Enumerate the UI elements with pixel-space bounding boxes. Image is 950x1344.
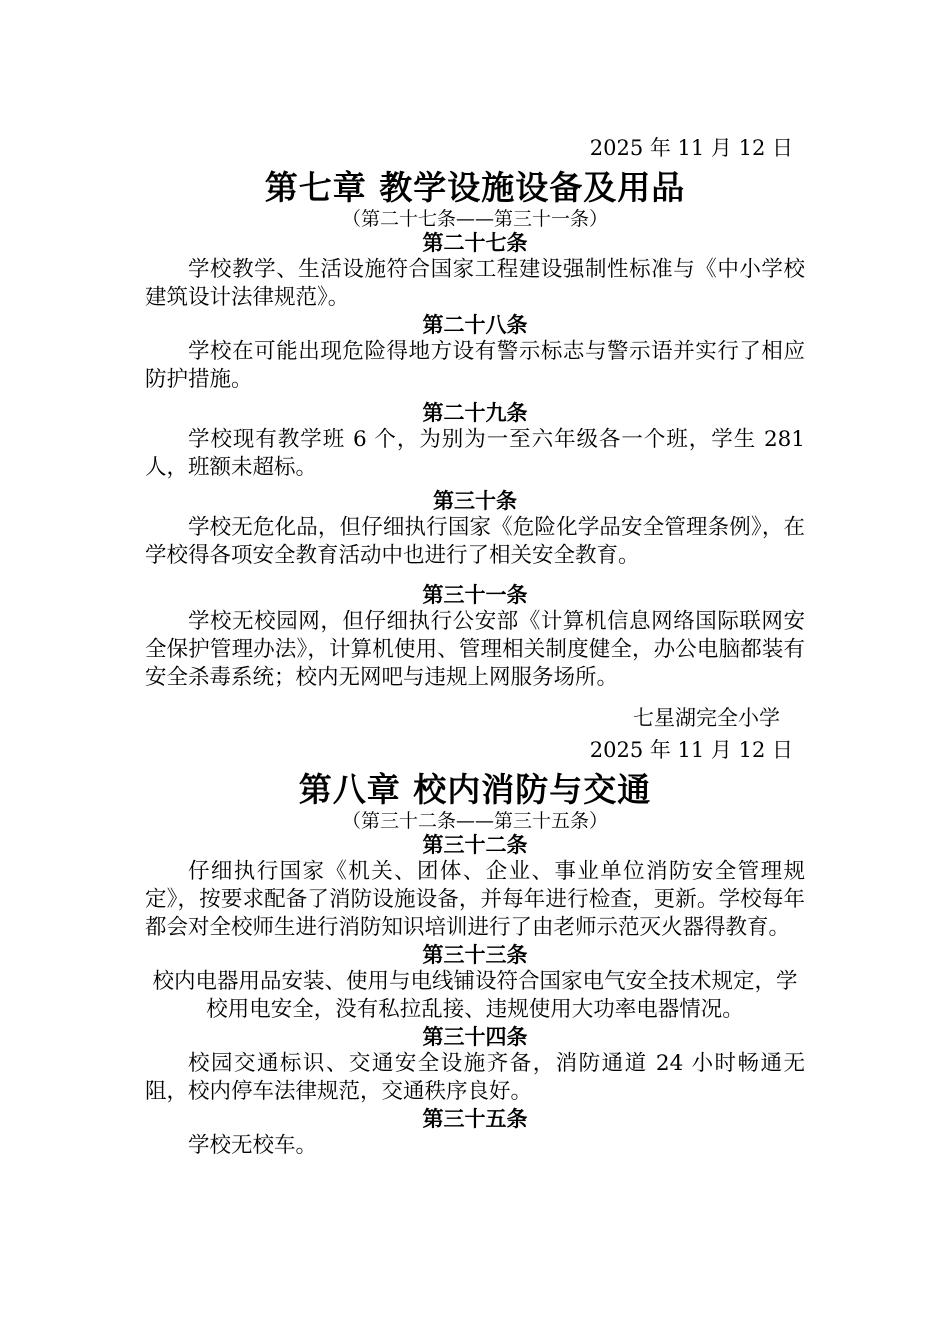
article-28-title: 第二十八条 [422,313,528,337]
document-page [145,132,805,1160]
article-29-title: 第二十九条 [422,401,528,425]
article-33-title: 第三十三条 [422,943,528,967]
article-32-text: 仔细执行国家《机关、团体、企业、事业单位消防安全管理规定》，按要求配备了消防设施设备，并每年进行检查，更新。学校每年都会对全校师生进行消防知识培训进行了由老师示范灭火器得教育。 [145,859,805,940]
chapter-8-title: 第八章 校内消防与交通 [298,770,652,809]
chapter-7-range: （第二十七条——第三十一条） [341,208,608,230]
article-34-title: 第三十四条 [422,1025,528,1049]
chapter-7-title: 第七章 教学设施设备及用品 [264,168,686,207]
article-29-text: 学校现有教学班 6 个，为别为一至六年级各一个班，学生 281 人，班额未超标。 [145,427,805,480]
article-31-text: 学校无校园网，但仔细执行公安部《计算机信息网络国际联网安全保护管理办法》，计算机使用、管理相关制度健全，办公电脑都装有安全杀毒系统；校内无网吧与违规上网服务场所。 [145,609,805,690]
school-signature: 七星湖完全小学 [633,706,780,730]
article-31-title: 第三十一条 [422,583,528,607]
article-27-text: 学校教学、生活设施符合国家工程建设强制性标准与《中小学校建筑设计法律规范》。 [145,257,805,310]
article-27-title: 第二十七条 [422,231,528,255]
article-30-text: 学校无危化品，但仔细执行国家《危险化学品安全管理条例》，在学校得各项安全教育活动中也进行了相关安全教育。 [145,515,805,568]
article-33-text: 校内电器用品安装、使用与电线铺设符合国家电气安全技术规定，学校用电安全，没有私拉乱接、违规使用大功率电器情况。 [152,969,798,1022]
article-30-title: 第三十条 [433,489,517,513]
article-35-title: 第三十五条 [422,1107,528,1131]
article-28-text: 学校在可能出现危险得地方设有警示标志与警示语并实行了相应防护措施。 [145,339,805,392]
article-34-text: 校园交通标识、交通安全设施齐备，消防通道 24 小时畅通无阻，校内停车法律规范，交通秩序良好。 [145,1051,805,1104]
article-32-title: 第三十二条 [422,833,528,857]
date-line: 2025 年 11 月 12 日 [589,136,793,160]
date-line-2: 2025 年 11 月 12 日 [589,738,793,762]
article-35-text: 学校无校车。 [188,1133,318,1158]
chapter-8-range: （第三十二条——第三十五条） [341,810,608,832]
